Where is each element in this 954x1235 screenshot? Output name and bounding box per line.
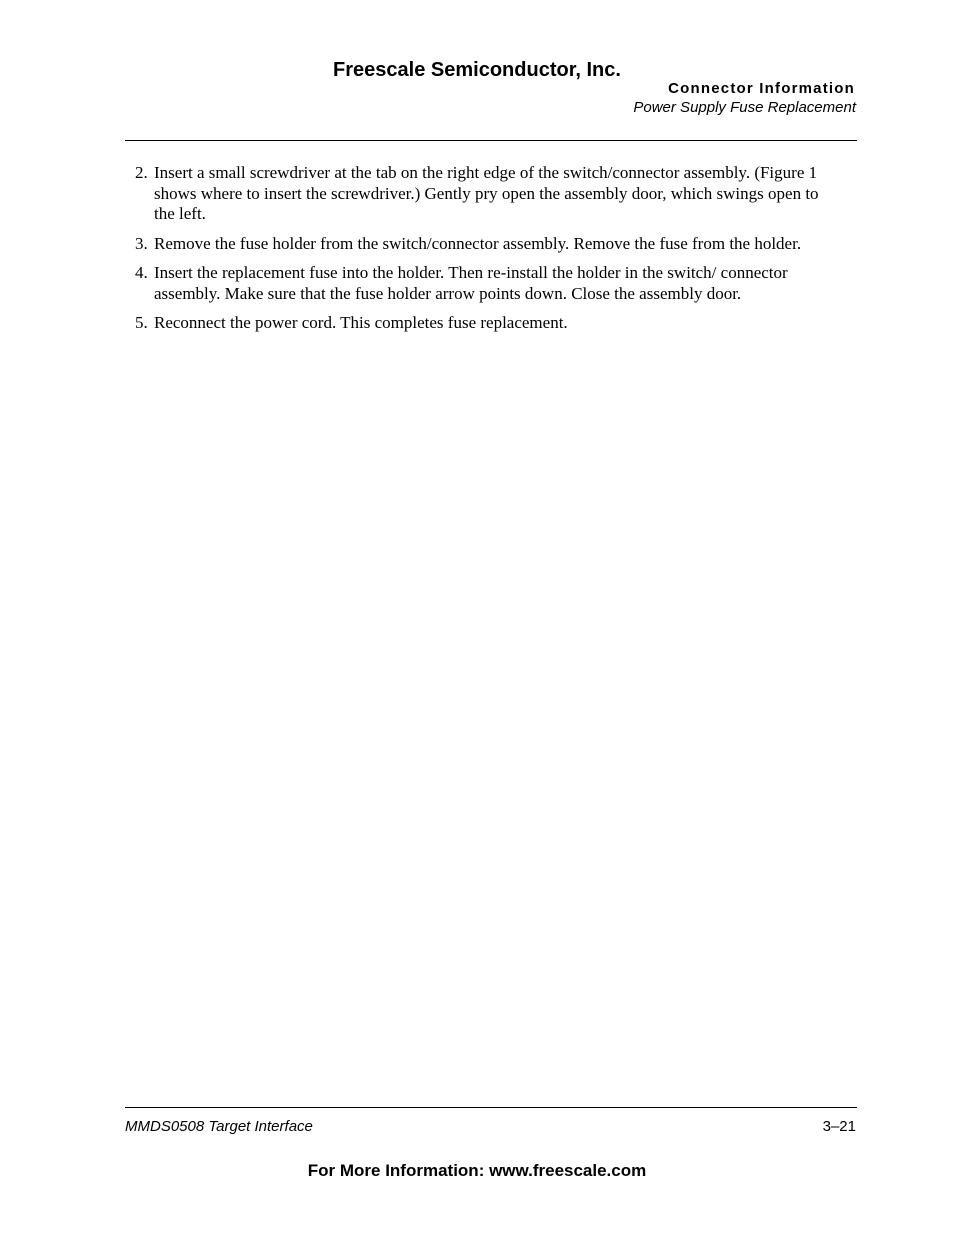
header-divider	[125, 140, 857, 141]
step-text: Insert a small screwdriver at the tab on the right edge of the switch/connector assembly. (Figure 1 shows where to insert the screwdriver.) Gently pry open the assembly door, which swings open to the left.	[154, 163, 819, 223]
footer-divider	[125, 1107, 857, 1108]
step-number: 3.	[135, 233, 148, 253]
step-item	[125, 234, 825, 255]
step-item	[125, 313, 825, 334]
step-number: 4.	[135, 263, 148, 282]
step-number: 5.	[135, 313, 148, 332]
step-number: 2.	[135, 163, 148, 182]
section-subtitle: Power Supply Fuse Replacement	[633, 99, 856, 116]
company-name: Freescale Semiconductor, Inc.	[333, 59, 621, 81]
more-info-line: For More Information: www.freescale.com	[307, 1161, 647, 1180]
section-title: Connector Information	[668, 80, 855, 97]
step-item	[125, 263, 825, 304]
step-text: Remove the fuse holder from the switch/connector assembly. Remove the fuse from the holder.	[154, 233, 802, 253]
step-item	[125, 163, 825, 225]
page-number: 3–21	[822, 1118, 856, 1135]
step-text: Insert the replacement fuse into the holder. Then re-install the holder in the switch/ connector assembly. Make sure that the fuse holder arrow points down. Close the assembly door.	[154, 263, 788, 303]
footer-document-title: MMDS0508 Target Interface	[125, 1118, 313, 1135]
procedure-steps	[125, 163, 825, 343]
step-text: Reconnect the power cord. This completes fuse replacement.	[154, 313, 568, 332]
